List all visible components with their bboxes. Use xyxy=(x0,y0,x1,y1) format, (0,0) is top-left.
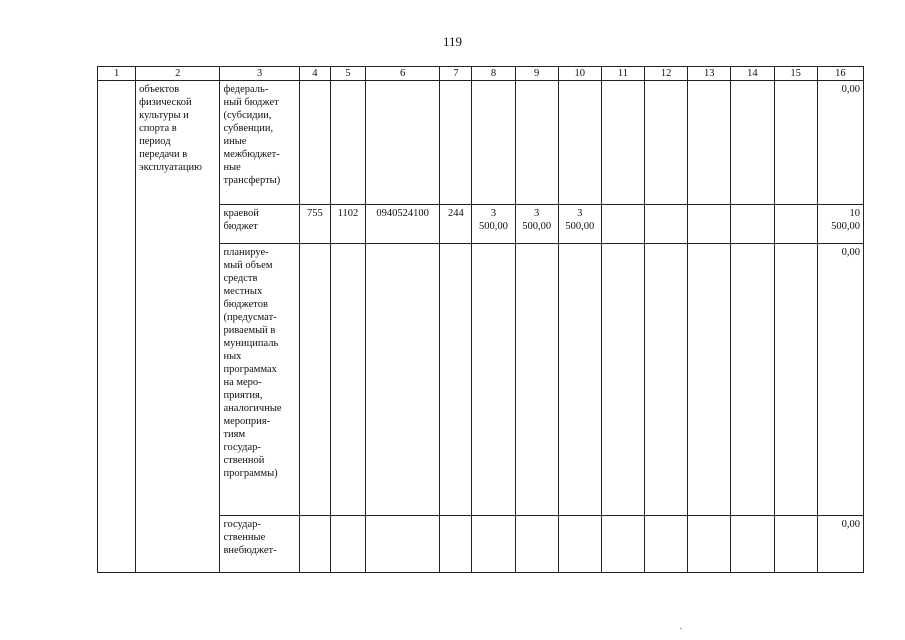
column-header: 3 xyxy=(220,67,299,81)
scan-speck xyxy=(680,628,682,629)
col15-cell xyxy=(774,244,817,516)
col5-cell xyxy=(330,81,365,205)
funding-source-cell: планируе- мый объем средств местных бюджетов (предусмат- риваемый в муниципаль ных программах на меро- приятия, аналогичные мероприя- тиям государ- ственной программы) xyxy=(220,244,299,516)
col15-cell xyxy=(774,205,817,244)
col16-cell: 0,00 xyxy=(817,516,863,573)
col11-cell xyxy=(601,244,644,516)
col16-cell: 0,00 xyxy=(817,81,863,205)
col9-cell xyxy=(515,81,558,205)
col7-cell xyxy=(440,244,472,516)
col15-cell xyxy=(774,81,817,205)
page-number: 119 xyxy=(442,34,463,49)
col9-cell xyxy=(515,244,558,516)
col10-cell: 3 500,00 xyxy=(558,205,601,244)
col12-cell xyxy=(645,81,688,205)
column-header: 4 xyxy=(299,67,330,81)
column-header: 9 xyxy=(515,67,558,81)
column-header: 6 xyxy=(366,67,440,81)
col4-cell xyxy=(299,244,330,516)
col11-cell xyxy=(601,81,644,205)
col14-cell xyxy=(731,81,774,205)
col10-cell xyxy=(558,81,601,205)
funding-source-cell: краевой бюджет xyxy=(220,205,299,244)
col13-cell xyxy=(688,516,731,573)
col12-cell xyxy=(645,244,688,516)
column-header: 2 xyxy=(136,67,220,81)
col15-cell xyxy=(774,516,817,573)
col6-cell xyxy=(366,244,440,516)
budget-table xyxy=(97,66,864,573)
col4-cell: 755 xyxy=(299,205,330,244)
table-row xyxy=(98,81,864,205)
col4-cell xyxy=(299,516,330,573)
col14-cell xyxy=(731,244,774,516)
col7-cell xyxy=(440,516,472,573)
col5-cell: 1102 xyxy=(330,205,365,244)
col10-cell xyxy=(558,516,601,573)
col12-cell xyxy=(645,205,688,244)
col11-cell xyxy=(601,205,644,244)
column-header: 13 xyxy=(688,67,731,81)
col8-cell xyxy=(472,81,515,205)
col13-cell xyxy=(688,244,731,516)
col12-cell xyxy=(645,516,688,573)
object-description-cell: объектов физической культуры и спорта в период передачи в эксплуатацию xyxy=(136,81,220,573)
column-header: 8 xyxy=(472,67,515,81)
funding-source-cell: федераль- ный бюджет (субсидии, субвенции, иные межбюджет- ные трансферты) xyxy=(220,81,299,205)
column-header: 5 xyxy=(330,67,365,81)
column-header: 10 xyxy=(558,67,601,81)
col5-cell xyxy=(330,244,365,516)
col1-cell xyxy=(98,81,136,573)
column-header: 1 xyxy=(98,67,136,81)
col8-cell xyxy=(472,244,515,516)
funding-source-cell: государ- ственные внебюджет- xyxy=(220,516,299,573)
col6-cell xyxy=(366,81,440,205)
col5-cell xyxy=(330,516,365,573)
column-header: 7 xyxy=(440,67,472,81)
header-row xyxy=(98,67,864,81)
column-header: 16 xyxy=(817,67,863,81)
col7-cell xyxy=(440,81,472,205)
col10-cell xyxy=(558,244,601,516)
col16-cell: 10 500,00 xyxy=(817,205,863,244)
col11-cell xyxy=(601,516,644,573)
col14-cell xyxy=(731,205,774,244)
col14-cell xyxy=(731,516,774,573)
col6-cell xyxy=(366,516,440,573)
col9-cell xyxy=(515,516,558,573)
column-header: 11 xyxy=(601,67,644,81)
col8-cell: 3 500,00 xyxy=(472,205,515,244)
col16-cell: 0,00 xyxy=(817,244,863,516)
col13-cell xyxy=(688,205,731,244)
column-header: 15 xyxy=(774,67,817,81)
col8-cell xyxy=(472,516,515,573)
col6-cell: 0940524100 xyxy=(366,205,440,244)
column-header: 12 xyxy=(645,67,688,81)
col4-cell xyxy=(299,81,330,205)
col9-cell: 3 500,00 xyxy=(515,205,558,244)
column-header: 14 xyxy=(731,67,774,81)
col13-cell xyxy=(688,81,731,205)
col7-cell: 244 xyxy=(440,205,472,244)
